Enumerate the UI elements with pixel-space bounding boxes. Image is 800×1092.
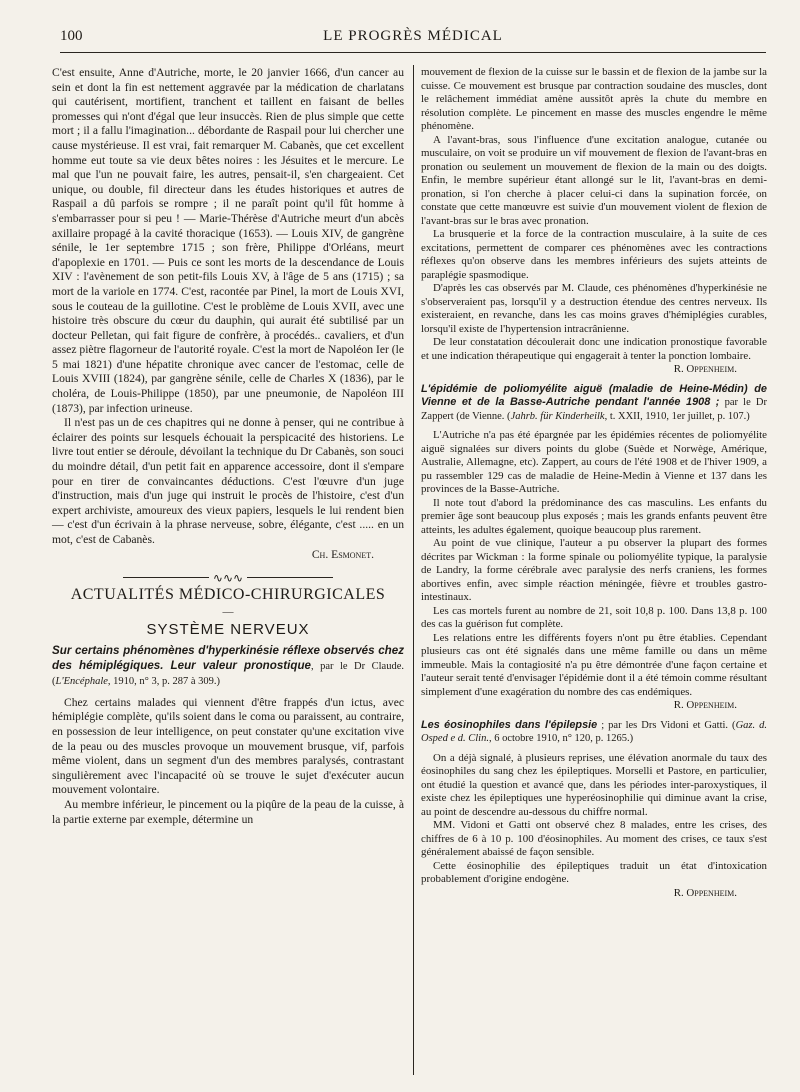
section-title: ACTUALITÉS MÉDICO-CHIRURGICALES: [70, 586, 386, 604]
article-paragraph: La brusquerie et la force de la contraction musculaire, à la suite de ces excitations, permettent de comparer ces phénomènes avec les contractions réflexes qu'on observe dans les membres inférieurs des sujets atteints de paraplégie spasmodique.: [421, 228, 767, 281]
article-paragraph: Cette éosinophilie des épileptiques traduit un état d'intoxication probablement d'origine endogène.: [421, 859, 767, 885]
section-dash: —: [222, 605, 234, 618]
article-paragraph: MM. Vidoni et Gatti ont observé chez 8 malades, entre les crises, des chiffres de 6 à 10 p. 100 d'éosinophiles. Au moment des crises, ce taux s'est généralement abaissé de façon sensible.: [421, 819, 767, 858]
article-ref-journal: Jahrb. für Kinderheilk: [510, 410, 605, 422]
article-ref-suffix: , 1910, n° 3, p. 287 à 309.): [107, 676, 221, 688]
article-paragraph: Chez certains malades qui viennent d'être frappés d'un ictus, avec hémiplégie complète, qu'ils soient dans le coma ou paraissent, au contraire, en possession de leur intelligence, on peut constater qu'une excitation vive de la peau ou des muscles provoque un mouvement brusque, vif, parfois même violent, dans un segment d'un des membres paralysés, contrastant singulièrement avec l'incapacité où se trouve le sujet d'exécuter aucun mouvement volontaire.: [52, 695, 404, 797]
article-heading: [52, 644, 404, 690]
page-number: 100: [60, 28, 83, 44]
article-paragraph: De leur constatation découlerait donc une indication pronostique favorable et une indication thérapeutique qui engagerait à tenter la ponction lombaire.: [421, 336, 767, 362]
section-divider: [123, 571, 333, 586]
article-paragraph: mouvement de flexion de la cuisse sur le bassin et de flexion de la jambe sur la cuisse. Ce mouvement est brusque par contraction soudaine des muscles, dont le relâchement immédiat amène aussitôt après la chute du membre en résolution complète. Le pincement en masse des muscles engendre le même phénomène.: [421, 66, 767, 132]
article-ref-journal: L'Encéphale: [55, 676, 108, 688]
article-ref-prefix: , par le Dr Claude. (: [52, 660, 404, 688]
review-paragraph: C'est ensuite, Anne d'Autriche, morte, le 20 janvier 1666, d'un cancer au sein et dont la fin est nettement aggravée par la médication de charlatans qui cautérisent, mortifient, tranchent et taillent en faisant de belles promesses qui n'ont d'égal que leur insuccès. Rien de plus simple que cette mort ; il a fallu l'imagination... débordante de Raspail pour lui chercher une cause mystérieuse. Il est vrai, fait remarquer M. Cabanès, que cet excellent homme eut toute sa vie deux bêtes noires : les Jésuites et le mercure. Le mal que l'un ne pouvait faire, les autres, pensait-il, s'en chargeaient. Cet unique, ou double, fil directeur dans les études historiques et autres de Raspail a dû parfois se rompre ; il ne paraît point qu'il fût homme à s'embarrasser pour si peu ! — Marie-Thérèse d'Autriche meurt d'un abcès axillaire propagé à la cavité thoracique (1653). — Louis XIV, de gangrène sénile, le 1er septembre 1715 ; son frère, Philippe d'Orléans, meurt d'apoplexie en 1701. — Puis ce sont les morts de la descendance de Louis XIV : l'avènement de son petit-fils Louis XV, à l'âge de 5 ans (1715) ; sa mort de la variole en 1774. C'est, racontée par Pinel, la mort de Louis XVI, sous le couteau de la guillotine. C'est le problème de Louis XVII, avec une histoire très obscure du cœur du dauphin, qui aurait été subtilisé par un docteur Pelletan, qui fait figure de confrère, à procédés.. cavaliers, et d'un assez piètre flagorneur de l'autorité royale. C'est la mort de Napoléon Ier (le 5 mai 1821) d'une hépatite chronique avec cancer de l'estomac, celle de Louis XVIII (1824), par gangrène sénile, celle de Charles X (1836), par le choléra, de Louis-Philippe (1850), par une pneumonie, de Napoléon III (1873), par infection urineuse.: [52, 66, 404, 415]
article-title: Sur certains phénomènes d'hyperkinésie réflexe observés chez des hémiplégiques. Leur valeur pronostique: [52, 643, 404, 672]
article-heading: [421, 719, 767, 746]
article-paragraph: Les cas mortels furent au nombre de 21, soit 10,8 p. 100. Dans 13,8 p. 100 des cas la guérison fut complète.: [421, 604, 767, 630]
article-ref-prefix: par le Dr Zappert (de Vienne. (: [421, 397, 767, 422]
article-paragraph: A l'avant-bras, sous l'influence d'une excitation analogue, cutanée ou musculaire, on voit se produire un vif mouvement de flexion de l'avant-bras en pronation ou seulement un mouvement de flexion de la main ou des doigts. Enfin, le membre supérieur étant allongé sur le lit, l'avant-bras en demi-pronation, si l'on cherche à placer celui-ci dans la supination forcée, on constate que cette manœuvre est suivie d'un mouvement violent de flexion de l'avant-bras sur le bras avec pronation.: [421, 133, 767, 227]
header-rule: [60, 52, 766, 53]
article-signature: R. Oppenheim.: [673, 363, 737, 375]
review-paragraph: Il n'est pas un de ces chapitres qui ne donne à penser, qui ne contribue à éclairer des points sur lesquels échouait la perspicacité des historiens. Le livre tout entier se déroule, dévoilant la technique du Dr Cabanès, son souci du moindre détail, d'un petit fait en apparence accessoire, dont il s'empare pour en tirer de convaincantes déductions. C'est l'œuvre d'un juge d'instruction, mais d'un juge qui instruit le procès de l'histoire, c'est d'un expert archiviste, amoureux des vieux papiers, lesquels le lui rendent bien — c'est d'un écrivain à la phrase nerveuse, sobre, élégante, c'est ..... en un mot, c'est de Cabanès.: [52, 416, 404, 546]
right-column: [421, 66, 767, 900]
article-title: Les éosinophiles dans l'épilepsie: [421, 718, 598, 731]
article-ref-suffix: , 6 octobre 1910, n° 120, p. 1265.): [488, 733, 634, 744]
article-title: L'épidémie de poliomyélite aiguë (maladie de Heine-Médin) de Vienne et de la Basse-Autriche pendant l'année 1908 ;: [421, 382, 767, 408]
subsection-title: SYSTÈME NERVEUX: [146, 621, 310, 639]
article-heading: [421, 383, 767, 424]
article-paragraph: Au point de vue clinique, l'auteur a pu observer la plupart des formes décrites par Wickman : la forme spinale ou poliomyélite typique, la paralysie de Landry, la forme cérébrale avec paralysie des nerfs craniens, les formes abortives enfin, avec simple réaction méningée, fièvre et troubles gastro-intestinaux.: [421, 537, 767, 603]
column-rule: [413, 65, 414, 1075]
divider-ornament: ∿∿∿: [209, 571, 247, 585]
article-paragraph: Il note tout d'abord la prédominance des cas masculins. Les enfants du premier âge sont beaucoup plus exposés ; mais les grands enfants peuvent être atteints, les adultes également, quoique beaucoup plus rarement.: [421, 496, 767, 536]
article-paragraph: L'Autriche n'a pas été épargnée par les épidémies récentes de poliomyélite aiguë signalées sur divers points du globe (Suède et Norwège, Amérique, Australie, Allemagne, etc). Zappert, au cours de l'été 1908 et de l'hiver 1909, a pu rassembler 129 cas de maladie de Heine-Medin à Vienne et 137 dans les provinces de la Basse-Autriche.: [421, 429, 767, 495]
article-ref-prefix: ; par les Drs Vidoni et Gatti. (: [597, 719, 736, 731]
journal-title: LE PROGRÈS MÉDICAL: [323, 28, 503, 44]
article-paragraph: Au membre inférieur, le pincement ou la piqûre de la peau de la cuisse, à la partie externe par exemple, détermine un: [52, 797, 404, 826]
article-paragraph: D'après les cas observés par M. Claude, ces phénomènes d'hyperkinésie ne s'observeraient pas, lorsqu'il y a destruction étendue des centres nerveux. Ils existeraient, en revanche, dans les cas moins graves d'hémiplégies curables, lorsqu'il existe de l'hypertension intracrânienne.: [421, 282, 767, 335]
left-column: [52, 66, 404, 827]
article-paragraph: On a déjà signalé, à plusieurs reprises, une élévation anormale du taux des éosinophiles du sang chez les épileptiques. Morselli et Pastore, en particulier, ont étudié la question et avancé que, dans les périodes inter-paroxystiques, il existe chez les épileptiques une hyperéosinophilie qui diminue avant la crise, au point de descendre au-dessous du chiffre normal.: [421, 751, 767, 818]
article-signature: R. Oppenheim.: [673, 699, 737, 711]
article-ref-journal: Gaz. d. Osped e d. Clin.: [421, 719, 767, 744]
article-paragraph: Les relations entre les différents foyers n'ont pu être établies. Cependant plusieurs cas ont été signalés dans une même famille ou dans un même immeuble. Mais la contagiosité n'a pu être démontrée d'une façon certaine et l'auteur serait tenté d'envisager l'épidémie dont il a été témoin comme résultant simplement d'une exagération du nombre des cas endémiques.: [421, 631, 767, 698]
article-ref-suffix: , t. XXII, 1910, 1er juillet, p. 107.): [604, 410, 750, 422]
review-signature: Ch. Esmonet.: [311, 547, 374, 561]
article-signature: R. Oppenheim.: [673, 886, 737, 899]
page-header: [60, 28, 766, 48]
